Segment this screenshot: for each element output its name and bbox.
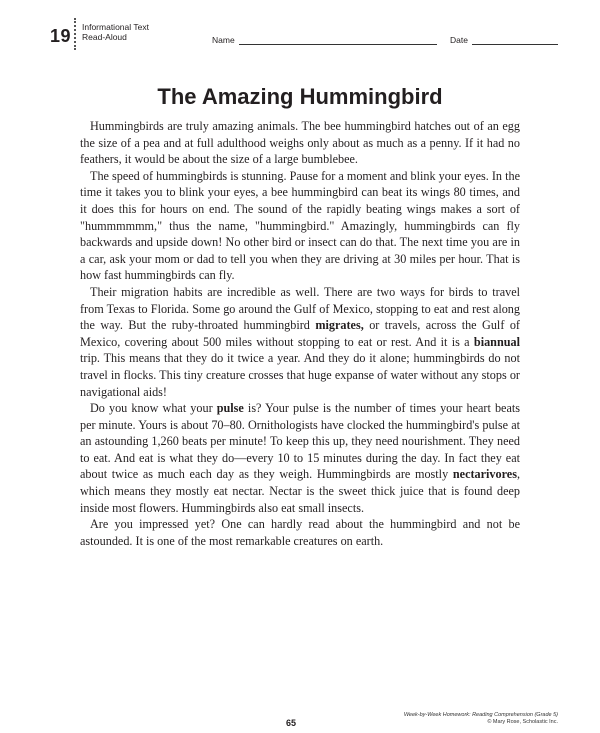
paragraph-3-text-c: trip. This means that they do it twice a year. And they do it alone; hummingbirds do not travel in flocks. This tiny creature crosses that huge expanse of water without any stops or navigational aids! [80, 351, 520, 399]
paragraph-1: Hummingbirds are truly amazing animals. The bee hummingbird hatches out of an egg the size of a pea and at full adulthood weighs only about as much as a penny. If it had no feathers, it would be about the size of a large bumblebee. [80, 119, 520, 167]
section-label-line2: Read-Aloud [82, 32, 127, 42]
date-label: Date [450, 35, 468, 45]
copyright: © Mary Rose, Scholastic Inc. [487, 719, 558, 725]
paragraph-3-text-b: or travels, across the Gulf of Mexico, covering about 500 miles without stopping to eat or rest. And it is a [80, 318, 520, 349]
term-biannual: biannual [473, 334, 520, 349]
footer-credit [404, 712, 558, 726]
paragraph-4-text-b: is? Your pulse is the number of times your heart beats per minute. Yours is about 70–80. Ornithologists have clocked the hummingbird's pulse at an astounding 1,260 beats per minute! To keep this up, they need nourishment. They need to eat. And eat is what they do—every 10 to 15 minutes during the day. In fact they eat about twice as much each day as they weigh. Hummingbirds are mostly [80, 401, 520, 482]
term-migrates: migrates, [315, 318, 364, 333]
date-line[interactable] [472, 36, 558, 45]
page-header [30, 18, 560, 50]
paragraph-3-text-a: Their migration habits are incredible as well. There are two ways for birds to travel from Texas to Florida. Some go around the Gulf of Mexico, stopping to eat and rest along the way. But the ruby-throated hummingbird [80, 284, 520, 333]
paragraph-4-text-c: , which means they mostly eat nectar. Nectar is the sweet thick juice that is found deep inside most flowers. Hummingbirds also eat small insects. [80, 467, 520, 515]
article-body [80, 118, 520, 549]
date-field[interactable] [450, 35, 558, 45]
paragraph-3 [80, 284, 520, 400]
page-title: The Amazing Hummingbird [157, 84, 443, 109]
paragraph-5: Are you impressed yet? One can hardly read about the hummingbird and not be astounded. It is one of the most remarkable creatures on earth. [80, 517, 520, 548]
page-number: 65 [286, 718, 297, 728]
book-title: Week-by-Week Homework: Reading Comprehension (Grade 5) [403, 712, 558, 718]
name-label: Name [212, 35, 235, 45]
name-field[interactable] [212, 35, 437, 45]
name-line[interactable] [239, 36, 437, 45]
dotted-divider [74, 18, 76, 50]
paragraph-4 [80, 400, 520, 516]
paragraph-2: The speed of hummingbirds is stunning. Pause for a moment and blink your eyes. In the time it takes you to blink your eyes, a bee hummingbird can beat its wings 80 times, and it does this for hours on end. The sound of the rapidly beating wings makes a sort of "hummmmmm," thus the name, "hummingbird." Amazingly, hummingbirds can fly backwards and upside down! No other bird or insect can do that. The next time you are in a car, ask your mom or dad to tell you when they are driving at 30 miles per hour. That is how fast hummingbirds can fly. [80, 168, 520, 283]
section-label [82, 22, 149, 42]
section-label-line1: Informational Text [82, 22, 149, 32]
term-pulse: pulse [216, 401, 244, 416]
week-number: 19 [50, 26, 72, 46]
term-nectarivores: nectarivores [452, 467, 517, 482]
paragraph-4-text-a: Do you know what your [90, 401, 217, 416]
